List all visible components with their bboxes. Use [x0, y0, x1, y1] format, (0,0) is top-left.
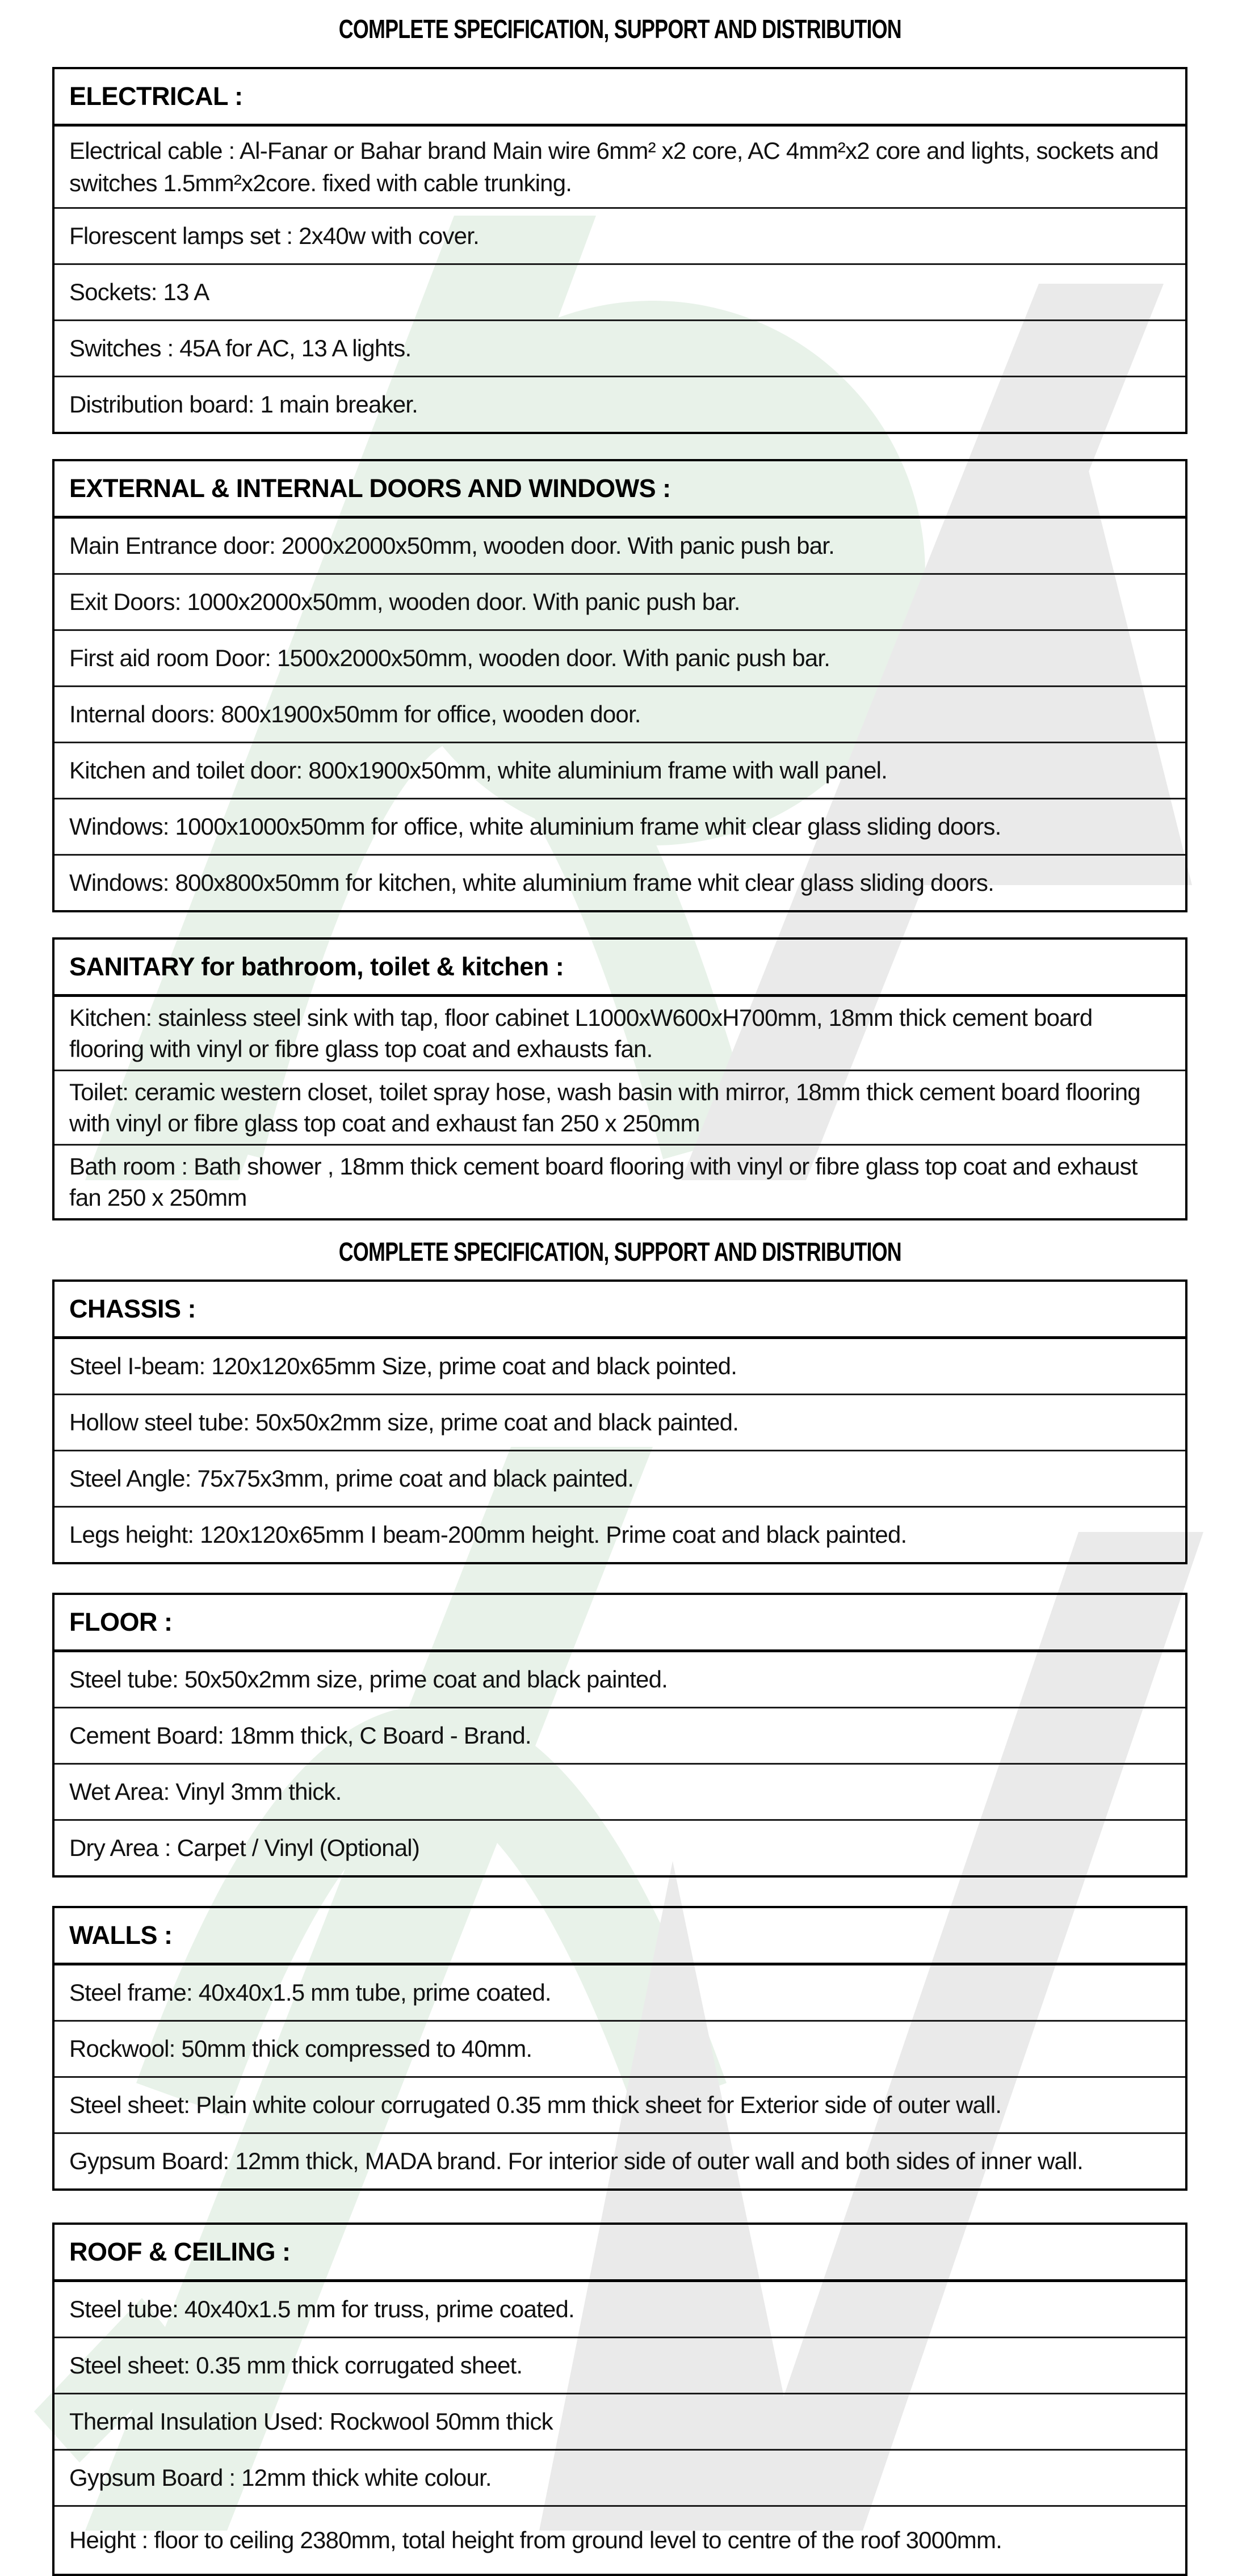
table-row: Legs height: 120x120x65mm I beam-200mm height. Prime coat and black painted.	[54, 1506, 1185, 1562]
document-page	[52, 0, 1187, 2576]
table-row: Switches : 45A for AC, 13 A lights.	[54, 319, 1185, 376]
table-row: Kitchen: stainless steel sink with tap, floor cabinet L1000xW600xH700mm, 18mm thick cement board flooring with vinyl or fibre glass top coat and exhausts fan.	[69, 1004, 1093, 1062]
table-row: Steel tube: 50x50x2mm size, prime coat and black painted.	[69, 1666, 668, 1693]
page-title	[52, 12, 1187, 45]
table-row: Florescent lamps set : 2x40w with cover.	[54, 207, 1185, 263]
page-title-text: COMPLETE SPECIFICATION, SUPPORT AND DISTRIBUTION	[338, 14, 901, 44]
table-header: ELECTRICAL :	[54, 69, 1185, 127]
table-row: Kitchen and toilet door: 800x1900x50mm, white aluminium frame with wall panel.	[54, 742, 1185, 798]
table-header: CHASSIS :	[54, 1282, 1185, 1339]
page-title-middle	[52, 1235, 1187, 1268]
table-row: Internal doors: 800x1900x50mm for office, wooden door.	[54, 685, 1185, 742]
table-sanitary	[52, 937, 1187, 1220]
table-row: Hollow steel tube: 50x50x2mm size, prime coat and black painted.	[54, 1394, 1185, 1450]
table-header: WALLS :	[54, 1908, 1185, 1965]
table-row: Gypsum Board : 12mm thick white colour.	[54, 2449, 1185, 2505]
table-row: Distribution board: 1 main breaker.	[54, 376, 1185, 432]
table-row: Steel Angle: 75x75x3mm, prime coat and black painted.	[54, 1450, 1185, 1506]
table-row: Bath room : Bath shower , 18mm thick cement board flooring with vinyl or fibre glass top coat and exhaust fan 250 x 250mm	[54, 1144, 1185, 1218]
table-row: Rockwool: 50mm thick compressed to 40mm.	[54, 2020, 1185, 2076]
table-header: SANITARY for bathroom, toilet & kitchen :	[54, 940, 1185, 997]
table-row: Windows: 800x800x50mm for kitchen, white aluminium frame whit clear glass sliding doors.	[54, 854, 1185, 910]
table-row: Dry Area : Carpet / Vinyl (Optional)	[54, 1819, 1185, 1875]
table-row: Height : floor to ceiling 2380mm, total height from ground level to centre of the roof 3000mm.	[54, 2505, 1185, 2574]
table-chassis	[52, 1279, 1187, 1564]
table-row: Steel frame: 40x40x1.5 mm tube, prime coated.	[69, 1979, 551, 2006]
table-walls	[52, 1906, 1187, 2191]
table-row: Windows: 1000x1000x50mm for office, white aluminium frame whit clear glass sliding doors.	[54, 798, 1185, 854]
table-electrical	[52, 67, 1187, 434]
table-row: Steel sheet: Plain white colour corrugated 0.35 mm thick sheet for Exterior side of outer wall.	[54, 2076, 1185, 2132]
table-header: EXTERNAL & INTERNAL DOORS AND WINDOWS :	[54, 461, 1185, 519]
page-title-text: COMPLETE SPECIFICATION, SUPPORT AND DISTRIBUTION	[338, 1237, 901, 1266]
table-row: Main Entrance door: 2000x2000x50mm, wooden door. With panic push bar.	[69, 532, 834, 559]
table-row: Steel tube: 40x40x1.5 mm for truss, prime coated.	[69, 2296, 574, 2322]
table-row: Steel sheet: 0.35 mm thick corrugated sheet.	[54, 2337, 1185, 2393]
table-row: Steel I-beam: 120x120x65mm Size, prime coat and black pointed.	[69, 1353, 737, 1379]
table-row: Gypsum Board: 12mm thick, MADA brand. For interior side of outer wall and both sides of inner wall.	[54, 2132, 1185, 2188]
table-row: Thermal Insulation Used: Rockwool 50mm thick	[54, 2393, 1185, 2449]
table-row: Exit Doors: 1000x2000x50mm, wooden door. With panic push bar.	[54, 573, 1185, 629]
table-row: First aid room Door: 1500x2000x50mm, wooden door. With panic push bar.	[54, 629, 1185, 685]
table-row: Electrical cable : Al-Fanar or Bahar brand Main wire 6mm² x2 core, AC 4mm²x2 core and lights, sockets and switches 1.5mm²x2core. fixed with cable trunking.	[69, 137, 1159, 196]
table-header: ROOF & CEILING :	[54, 2225, 1185, 2282]
table-doors-windows	[52, 459, 1187, 912]
table-header: FLOOR :	[54, 1595, 1185, 1652]
table-row: Wet Area: Vinyl 3mm thick.	[54, 1763, 1185, 1819]
table-floor	[52, 1593, 1187, 1878]
table-roof-ceiling	[52, 2223, 1187, 2576]
table-row: Toilet: ceramic western closet, toilet spray hose, wash basin with mirror, 18mm thick cement board flooring with vinyl or fibre glass top coat and exhaust fan 250 x 250mm	[54, 1070, 1185, 1144]
table-row: Cement Board: 18mm thick, C Board - Brand.	[54, 1707, 1185, 1763]
table-row: Sockets: 13 A	[54, 263, 1185, 319]
